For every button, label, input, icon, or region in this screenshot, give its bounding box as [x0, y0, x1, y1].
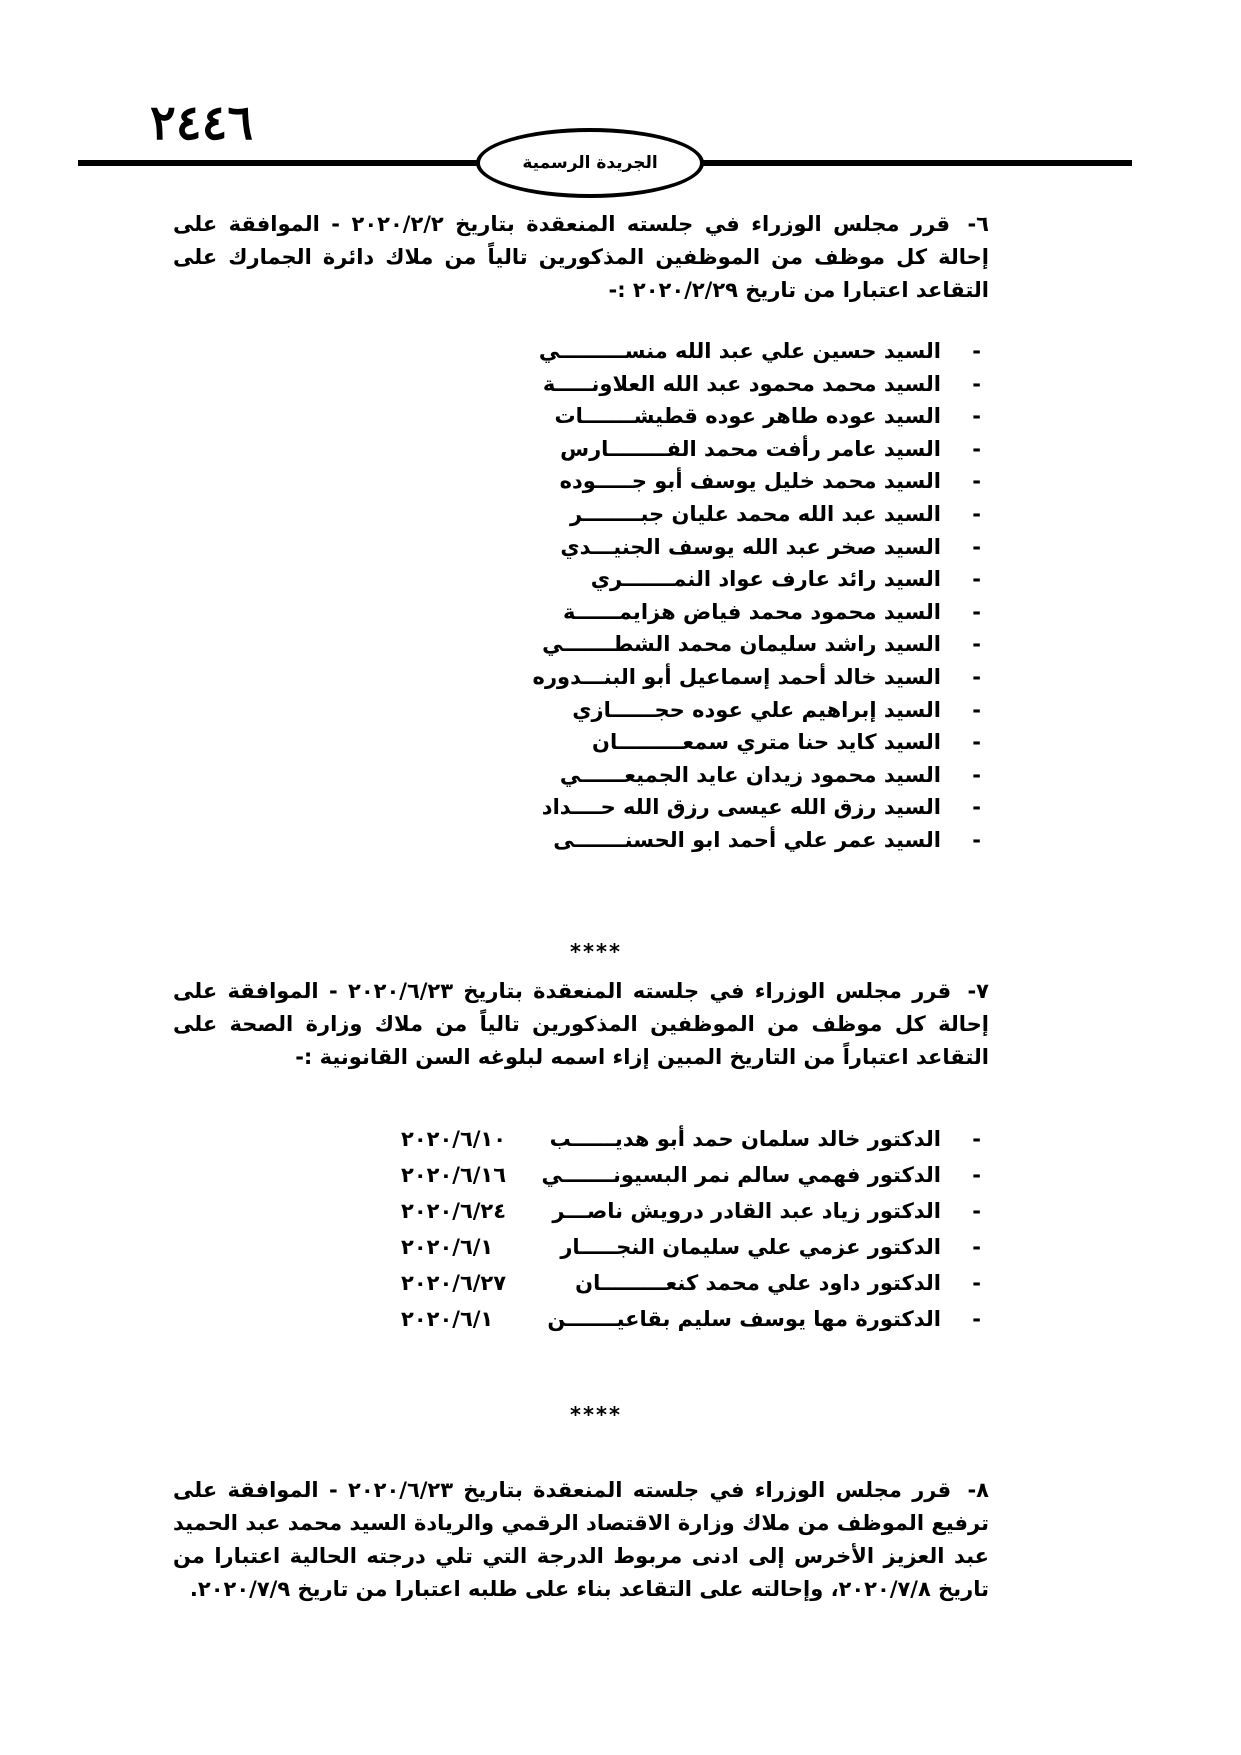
- list-item: [533, 531, 981, 564]
- bullet-dash: -: [972, 436, 981, 461]
- bullet-dash: -: [972, 1307, 981, 1331]
- retirement-date: ٢٠٢٠/٦/١٦: [401, 1163, 507, 1187]
- bullet-dash: -: [972, 599, 981, 624]
- section-6-names-list: [533, 335, 981, 857]
- employee-name: السيد عمر علي أحمد ابو الحسنـــــــى: [553, 827, 941, 852]
- employee-name: السيد راشد سليمان محمد الشطـــــــي: [542, 632, 941, 657]
- list-item: [533, 726, 981, 759]
- bullet-dash: -: [972, 762, 981, 787]
- employee-name: السيد رزق الله عيسى رزق الله حــــداد: [541, 795, 941, 820]
- doctor-name: الدكتور فهمي سالم نمر البسيونـــــــي: [541, 1163, 941, 1187]
- section-8-number: ٨-: [967, 1478, 989, 1502]
- section-6-paragraph: [173, 208, 989, 307]
- list-item: [533, 563, 981, 596]
- separator: ****: [570, 1403, 622, 1427]
- gazette-title-oval: [476, 128, 704, 198]
- bullet-dash: -: [972, 632, 981, 657]
- doctor-name: الدكتورة مها يوسف سليم بقاعيـــــــن: [547, 1307, 941, 1331]
- list-item: [533, 433, 981, 466]
- list-item: [401, 1193, 981, 1229]
- list-item: [533, 335, 981, 368]
- bullet-dash: -: [972, 404, 981, 429]
- bullet-dash: -: [972, 827, 981, 852]
- bullet-dash: -: [972, 534, 981, 559]
- employee-name: السيد صخر عبد الله يوسف الجنيـــدي: [560, 534, 941, 559]
- section-6-number: ٦-: [967, 212, 989, 236]
- employee-name: السيد رائد عارف عواد النمـــــــري: [590, 567, 941, 592]
- retirement-date: ٢٠٢٠/٦/٢٤: [401, 1199, 507, 1223]
- employee-name: السيد محمد خليل يوسف أبو جـــــوده: [559, 469, 941, 494]
- bullet-dash: -: [972, 795, 981, 820]
- section-7-paragraph: [173, 975, 989, 1074]
- employee-name: السيد كايد حنا متري سمعـــــــــان: [592, 730, 941, 755]
- employee-name: السيد محمد محمود عبد الله العلاونـــــة: [542, 371, 941, 396]
- doctor-name: الدكتور زياد عبد القادر درويش ناصـــر: [552, 1199, 941, 1223]
- list-item: [533, 596, 981, 629]
- section-7-text: قرر مجلس الوزراء في جلسته المنعقدة بتاريخ ٢٠٢٠/٦/٢٣ - الموافقة على إحالة كل موظف من الموظفين المذكورين تالياً من ملاك وزارة الصحة على التقاعد اعتباراً من التاريخ المبين إزاء اسمه لبلوغه السن القانونية :-: [173, 979, 989, 1069]
- doctor-name: الدكتور عزمي علي سليمان النجـــــار: [560, 1235, 941, 1259]
- separator: ****: [570, 940, 622, 964]
- bullet-dash: -: [972, 567, 981, 592]
- employee-name: السيد إبراهيم علي عوده حجــــــازي: [572, 697, 941, 722]
- list-item: [533, 400, 981, 433]
- list-item: [533, 791, 981, 824]
- list-item: [533, 368, 981, 401]
- list-item: [401, 1301, 981, 1337]
- bullet-dash: -: [972, 501, 981, 526]
- list-item: [533, 498, 981, 531]
- bullet-dash: -: [972, 664, 981, 689]
- list-item: [533, 694, 981, 727]
- bullet-dash: -: [972, 1127, 981, 1151]
- retirement-date: ٢٠٢٠/٦/١: [401, 1307, 494, 1331]
- bullet-dash: -: [972, 469, 981, 494]
- retirement-date: ٢٠٢٠/٦/٢٧: [401, 1271, 507, 1295]
- employee-name: السيد عامر رأفت محمد الفــــــــارس: [560, 436, 941, 461]
- bullet-dash: -: [972, 1271, 981, 1295]
- employee-name: السيد حسين علي عبد الله منســـــــــي: [538, 339, 941, 363]
- section-8-text: قرر مجلس الوزراء في جلسته المنعقدة بتاريخ ٢٠٢٠/٦/٢٣ - الموافقة على ترفيع الموظف من ملاك وزارة الاقتصاد الرقمي والريادة السيد محمد عبد الحميد عبد العزيز الأخرس إلى ادنى مربوط الدرجة التي تلي درجته الحالية اعتبارا من تاريخ ٢٠٢٠/٧/٨، وإحالته على التقاعد بناء على طلبه اعتبارا من تاريخ ٢٠٢٠/٧/٩.: [173, 1478, 989, 1601]
- list-item: [533, 661, 981, 694]
- section-6-text: قرر مجلس الوزراء في جلسته المنعقدة بتاريخ ٢٠٢٠/٢/٢ - الموافقة على إحالة كل موظف من الموظفين المذكورين تالياً من ملاك دائرة الجمارك على التقاعد اعتبارا من تاريخ ٢٠٢٠/٢/٢٩ :-: [173, 212, 989, 302]
- bullet-dash: -: [972, 730, 981, 755]
- gazette-title: الجريدة الرسمية: [522, 153, 658, 173]
- bullet-dash: -: [972, 697, 981, 722]
- bullet-dash: -: [972, 1199, 981, 1223]
- list-item: [401, 1229, 981, 1265]
- employee-name: السيد عوده طاهر عوده قطيشـــــــات: [554, 404, 941, 429]
- bullet-dash: -: [972, 1235, 981, 1259]
- employee-name: السيد محمود زيدان عايد الجميعــــــي: [559, 762, 941, 787]
- list-item: [533, 824, 981, 857]
- section-7-number: ٧-: [967, 979, 989, 1003]
- bullet-dash: -: [972, 371, 981, 396]
- list-item: [533, 759, 981, 792]
- doctor-name: الدكتور داود علي محمد كنعـــــــــان: [575, 1271, 941, 1295]
- employee-name: السيد خالد أحمد إسماعيل أبو البنـــدوره: [532, 664, 941, 689]
- list-item: [401, 1157, 981, 1193]
- bullet-dash: -: [972, 339, 981, 363]
- retirement-date: ٢٠٢٠/٦/١: [401, 1235, 494, 1259]
- list-item: [533, 628, 981, 661]
- list-item: [401, 1265, 981, 1301]
- doctor-name: الدكتور خالد سلمان حمد أبو هديــــــب: [549, 1127, 941, 1151]
- employee-name: السيد محمود محمد فياض هزايمــــــة: [563, 599, 941, 624]
- list-item: [401, 1121, 981, 1157]
- page-number: ٢٤٤٦: [150, 95, 254, 151]
- section-7-doctors-list: [401, 1121, 981, 1337]
- list-item: [533, 465, 981, 498]
- bullet-dash: -: [972, 1163, 981, 1187]
- retirement-date: ٢٠٢٠/٦/١٠: [401, 1127, 507, 1151]
- employee-name: السيد عبد الله محمد عليان جبــــــــر: [570, 501, 941, 526]
- section-8-paragraph: [173, 1474, 989, 1606]
